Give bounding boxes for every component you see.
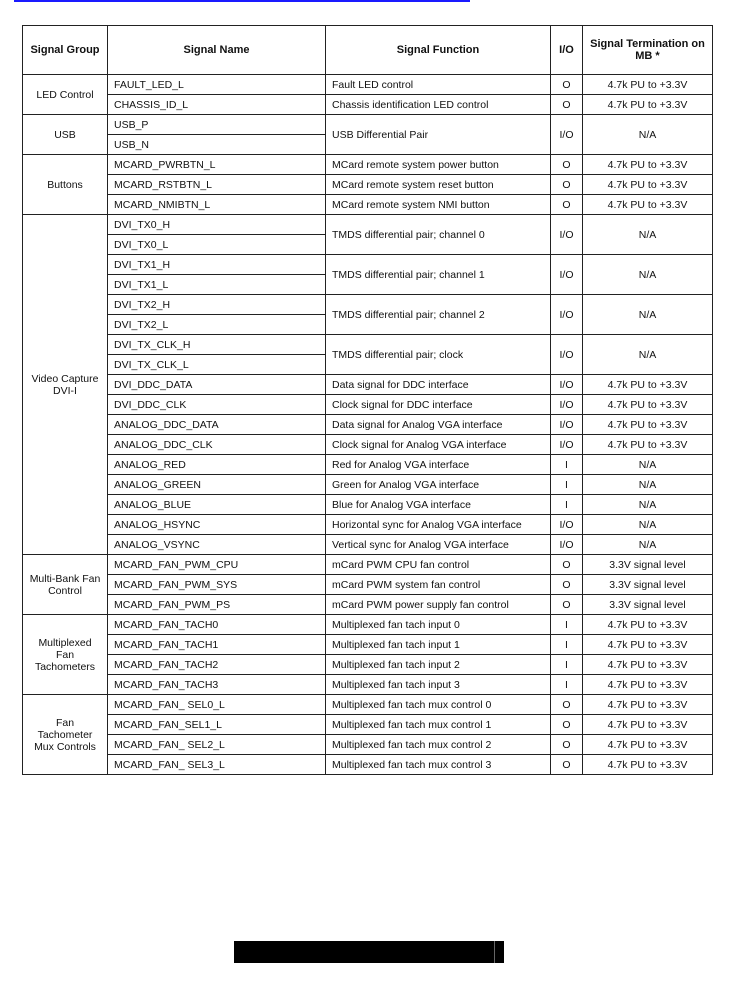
termination-cell: N/A — [583, 455, 713, 475]
termination-cell: 4.7k PU to +3.3V — [583, 755, 713, 775]
termination-cell: N/A — [583, 295, 713, 335]
table-row — [23, 535, 713, 555]
signal-name-cell: ANALOG_VSYNC — [108, 535, 326, 555]
signal-function-cell: Fault LED control — [326, 75, 551, 95]
io-cell: O — [551, 195, 583, 215]
signal-function-cell: mCard PWM system fan control — [326, 575, 551, 595]
io-cell: O — [551, 75, 583, 95]
signal-name-cell: FAULT_LED_L — [108, 75, 326, 95]
signal-group-cell: Video Capture DVI-I — [23, 215, 108, 555]
table-row — [23, 735, 713, 755]
signal-table — [22, 25, 713, 775]
signal-function-cell: MCard remote system power button — [326, 155, 551, 175]
signal-name-cell: ANALOG_BLUE — [108, 495, 326, 515]
table-row — [23, 475, 713, 495]
termination-cell: N/A — [583, 115, 713, 155]
io-cell: I/O — [551, 215, 583, 255]
signal-function-cell: MCard remote system reset button — [326, 175, 551, 195]
signal-function-cell: Multiplexed fan tach input 0 — [326, 615, 551, 635]
termination-cell: 4.7k PU to +3.3V — [583, 195, 713, 215]
signal-group-cell: Buttons — [23, 155, 108, 215]
table-row — [23, 215, 713, 235]
header-rule — [14, 0, 470, 2]
termination-cell: 4.7k PU to +3.3V — [583, 695, 713, 715]
termination-cell: N/A — [583, 335, 713, 375]
table-row — [23, 455, 713, 475]
header-signal-name: Signal Name — [108, 26, 326, 75]
signal-function-cell: Clock signal for DDC interface — [326, 395, 551, 415]
signal-function-cell: Vertical sync for Analog VGA interface — [326, 535, 551, 555]
signal-name-cell: MCARD_FAN_TACH3 — [108, 675, 326, 695]
signal-name-cell: DVI_TX2_L — [108, 315, 326, 335]
signal-name-cell: DVI_TX0_H — [108, 215, 326, 235]
signal-name-cell: MCARD_NMIBTN_L — [108, 195, 326, 215]
signal-function-cell: Multiplexed fan tach mux control 0 — [326, 695, 551, 715]
header-signal-group: Signal Group — [23, 26, 108, 75]
termination-cell: 4.7k PU to +3.3V — [583, 635, 713, 655]
signal-function-cell: TMDS differential pair; channel 1 — [326, 255, 551, 295]
signal-name-cell: ANALOG_DDC_CLK — [108, 435, 326, 455]
signal-function-cell: Multiplexed fan tach mux control 2 — [326, 735, 551, 755]
termination-cell: 4.7k PU to +3.3V — [583, 175, 713, 195]
termination-cell: N/A — [583, 255, 713, 295]
io-cell: O — [551, 155, 583, 175]
table-row — [23, 415, 713, 435]
table-row — [23, 255, 713, 275]
signal-function-cell: Multiplexed fan tach input 3 — [326, 675, 551, 695]
signal-function-cell: mCard PWM power supply fan control — [326, 595, 551, 615]
termination-cell: 4.7k PU to +3.3V — [583, 95, 713, 115]
termination-cell: N/A — [583, 495, 713, 515]
signal-function-cell: Chassis identification LED control — [326, 95, 551, 115]
signal-function-cell: Data signal for DDC interface — [326, 375, 551, 395]
table-row — [23, 675, 713, 695]
signal-name-cell: MCARD_FAN_PWM_SYS — [108, 575, 326, 595]
termination-cell: 3.3V signal level — [583, 595, 713, 615]
signal-group-cell: Multi-Bank Fan Control — [23, 555, 108, 615]
termination-cell: 4.7k PU to +3.3V — [583, 615, 713, 635]
termination-cell: N/A — [583, 535, 713, 555]
footer-redaction-bar — [234, 941, 504, 963]
io-cell: I/O — [551, 535, 583, 555]
signal-name-cell: MCARD_RSTBTN_L — [108, 175, 326, 195]
io-cell: I — [551, 675, 583, 695]
signal-function-cell: Data signal for Analog VGA interface — [326, 415, 551, 435]
signal-name-cell: DVI_TX0_L — [108, 235, 326, 255]
signal-function-cell: Horizontal sync for Analog VGA interface — [326, 515, 551, 535]
io-cell: I/O — [551, 415, 583, 435]
signal-name-cell: DVI_DDC_CLK — [108, 395, 326, 415]
signal-group-cell: Multiplexed Fan Tachometers — [23, 615, 108, 695]
signal-name-cell: DVI_TX1_L — [108, 275, 326, 295]
header-io: I/O — [551, 26, 583, 75]
io-cell: I/O — [551, 255, 583, 295]
signal-name-cell: DVI_TX1_H — [108, 255, 326, 275]
signal-function-cell: Multiplexed fan tach input 2 — [326, 655, 551, 675]
signal-name-cell: MCARD_FAN_ SEL2_L — [108, 735, 326, 755]
termination-cell: 4.7k PU to +3.3V — [583, 375, 713, 395]
signal-function-cell: Blue for Analog VGA interface — [326, 495, 551, 515]
signal-function-cell: Multiplexed fan tach mux control 3 — [326, 755, 551, 775]
termination-cell: 4.7k PU to +3.3V — [583, 735, 713, 755]
termination-cell: 4.7k PU to +3.3V — [583, 395, 713, 415]
signal-name-cell: DVI_DDC_DATA — [108, 375, 326, 395]
table-row — [23, 755, 713, 775]
termination-cell: 3.3V signal level — [583, 555, 713, 575]
signal-name-cell: MCARD_FAN_SEL1_L — [108, 715, 326, 735]
signal-function-cell: Multiplexed fan tach input 1 — [326, 635, 551, 655]
header-signal-function: Signal Function — [326, 26, 551, 75]
termination-cell: 4.7k PU to +3.3V — [583, 675, 713, 695]
termination-cell: 4.7k PU to +3.3V — [583, 655, 713, 675]
signal-group-cell: LED Control — [23, 75, 108, 115]
io-cell: O — [551, 95, 583, 115]
signal-function-cell: mCard PWM CPU fan control — [326, 555, 551, 575]
table-row — [23, 75, 713, 95]
io-cell: I/O — [551, 375, 583, 395]
table-row — [23, 595, 713, 615]
table-row — [23, 295, 713, 315]
signal-function-cell: TMDS differential pair; clock — [326, 335, 551, 375]
signal-name-cell: MCARD_FAN_PWM_CPU — [108, 555, 326, 575]
io-cell: I — [551, 455, 583, 475]
table-row — [23, 395, 713, 415]
header-termination: Signal Termination on MB * — [583, 26, 713, 75]
signal-group-cell: USB — [23, 115, 108, 155]
signal-group-cell: Fan Tachometer Mux Controls — [23, 695, 108, 775]
table-row — [23, 375, 713, 395]
io-cell: I/O — [551, 335, 583, 375]
signal-name-cell: MCARD_FAN_ SEL0_L — [108, 695, 326, 715]
signal-function-cell: MCard remote system NMI button — [326, 195, 551, 215]
signal-name-cell: ANALOG_DDC_DATA — [108, 415, 326, 435]
termination-cell: N/A — [583, 475, 713, 495]
signal-function-cell: Clock signal for Analog VGA interface — [326, 435, 551, 455]
table-row — [23, 715, 713, 735]
table-row — [23, 335, 713, 355]
table-row — [23, 115, 713, 135]
termination-cell: 4.7k PU to +3.3V — [583, 415, 713, 435]
io-cell: I — [551, 635, 583, 655]
table-row — [23, 175, 713, 195]
signal-name-cell: MCARD_PWRBTN_L — [108, 155, 326, 175]
io-cell: O — [551, 575, 583, 595]
signal-name-cell: ANALOG_GREEN — [108, 475, 326, 495]
signal-name-cell: USB_N — [108, 135, 326, 155]
signal-name-cell: CHASSIS_ID_L — [108, 95, 326, 115]
termination-cell: 4.7k PU to +3.3V — [583, 435, 713, 455]
io-cell: O — [551, 555, 583, 575]
io-cell: I/O — [551, 295, 583, 335]
signal-function-cell: Red for Analog VGA interface — [326, 455, 551, 475]
table-row — [23, 195, 713, 215]
termination-cell: N/A — [583, 515, 713, 535]
io-cell: O — [551, 595, 583, 615]
io-cell: I/O — [551, 515, 583, 535]
table-row — [23, 155, 713, 175]
io-cell: I — [551, 475, 583, 495]
io-cell: I — [551, 655, 583, 675]
table-row — [23, 635, 713, 655]
io-cell: I/O — [551, 435, 583, 455]
table-row — [23, 655, 713, 675]
table-row — [23, 575, 713, 595]
signal-name-cell: MCARD_FAN_ SEL3_L — [108, 755, 326, 775]
table-row — [23, 495, 713, 515]
io-cell: O — [551, 695, 583, 715]
io-cell: O — [551, 175, 583, 195]
signal-name-cell: DVI_TX_CLK_H — [108, 335, 326, 355]
signal-name-cell: MCARD_FAN_TACH0 — [108, 615, 326, 635]
signal-name-cell: DVI_TX2_H — [108, 295, 326, 315]
termination-cell: 4.7k PU to +3.3V — [583, 155, 713, 175]
signal-name-cell: MCARD_FAN_TACH1 — [108, 635, 326, 655]
io-cell: I/O — [551, 395, 583, 415]
signal-name-cell: ANALOG_RED — [108, 455, 326, 475]
io-cell: O — [551, 735, 583, 755]
signal-name-cell: USB_P — [108, 115, 326, 135]
table-row — [23, 95, 713, 115]
table-row — [23, 695, 713, 715]
signal-function-cell: Multiplexed fan tach mux control 1 — [326, 715, 551, 735]
signal-function-cell: TMDS differential pair; channel 0 — [326, 215, 551, 255]
table-row — [23, 435, 713, 455]
table-header-row — [23, 26, 713, 75]
termination-cell: N/A — [583, 215, 713, 255]
signal-function-cell: TMDS differential pair; channel 2 — [326, 295, 551, 335]
io-cell: O — [551, 755, 583, 775]
termination-cell: 4.7k PU to +3.3V — [583, 75, 713, 95]
io-cell: O — [551, 715, 583, 735]
signal-name-cell: MCARD_FAN_PWM_PS — [108, 595, 326, 615]
signal-function-cell: USB Differential Pair — [326, 115, 551, 155]
io-cell: I — [551, 615, 583, 635]
io-cell: I/O — [551, 115, 583, 155]
table-row — [23, 515, 713, 535]
signal-name-cell: MCARD_FAN_TACH2 — [108, 655, 326, 675]
signal-function-cell: Green for Analog VGA interface — [326, 475, 551, 495]
termination-cell: 4.7k PU to +3.3V — [583, 715, 713, 735]
table-row — [23, 555, 713, 575]
termination-cell: 3.3V signal level — [583, 575, 713, 595]
table-row — [23, 615, 713, 635]
signal-name-cell: ANALOG_HSYNC — [108, 515, 326, 535]
io-cell: I — [551, 495, 583, 515]
signal-name-cell: DVI_TX_CLK_L — [108, 355, 326, 375]
